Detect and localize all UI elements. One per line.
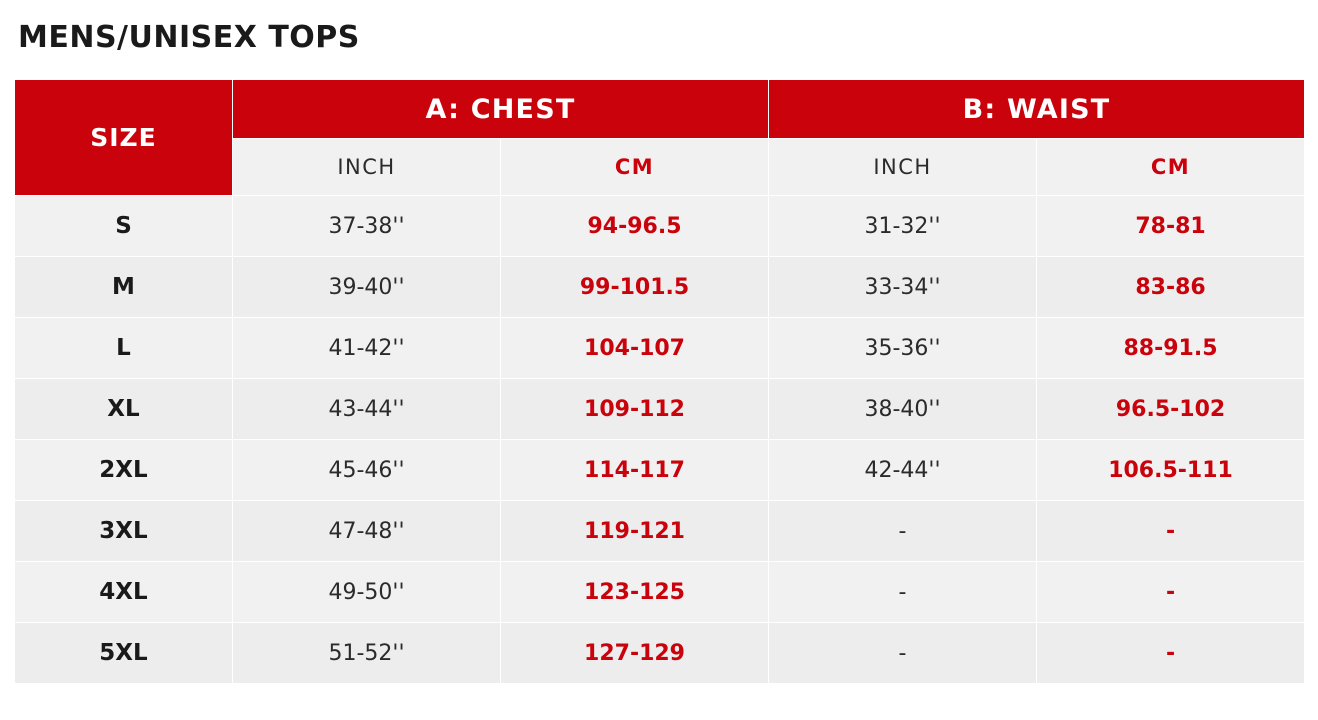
table-row <box>15 440 1305 501</box>
cell-chest-inch: 37-38'' <box>233 196 501 257</box>
cell-chest-inch: 41-42'' <box>233 318 501 379</box>
table-row <box>15 196 1305 257</box>
cell-size: L <box>15 318 233 379</box>
header-size: SIZE <box>15 80 233 196</box>
cell-chest-cm: 119-121 <box>501 501 769 562</box>
cell-size: 5XL <box>15 623 233 684</box>
page-title: MENS/UNISEX TOPS <box>18 20 360 55</box>
cell-chest-cm: 127-129 <box>501 623 769 684</box>
cell-chest-inch: 45-46'' <box>233 440 501 501</box>
table-row <box>15 318 1305 379</box>
table-row <box>15 562 1305 623</box>
table-row <box>15 257 1305 318</box>
cell-size: S <box>15 196 233 257</box>
cell-waist-inch: 33-34'' <box>769 257 1037 318</box>
cell-waist-cm: 106.5-111 <box>1037 440 1305 501</box>
cell-waist-cm: - <box>1037 623 1305 684</box>
cell-waist-inch: - <box>769 562 1037 623</box>
size-chart-table <box>14 79 1305 684</box>
cell-chest-inch: 47-48'' <box>233 501 501 562</box>
cell-waist-inch: 35-36'' <box>769 318 1037 379</box>
cell-waist-inch: - <box>769 623 1037 684</box>
cell-chest-inch: 43-44'' <box>233 379 501 440</box>
table-row <box>15 623 1305 684</box>
cell-waist-cm: 88-91.5 <box>1037 318 1305 379</box>
table-row <box>15 379 1305 440</box>
cell-waist-cm: - <box>1037 501 1305 562</box>
cell-chest-cm: 94-96.5 <box>501 196 769 257</box>
header-chest-cm: CM <box>501 139 769 196</box>
cell-waist-inch: 42-44'' <box>769 440 1037 501</box>
cell-chest-cm: 123-125 <box>501 562 769 623</box>
cell-waist-inch: - <box>769 501 1037 562</box>
cell-size: 4XL <box>15 562 233 623</box>
cell-chest-cm: 114-117 <box>501 440 769 501</box>
cell-size: 3XL <box>15 501 233 562</box>
cell-chest-inch: 39-40'' <box>233 257 501 318</box>
table-header <box>15 80 1305 196</box>
cell-chest-inch: 49-50'' <box>233 562 501 623</box>
header-waist-cm: CM <box>1037 139 1305 196</box>
cell-waist-cm: 96.5-102 <box>1037 379 1305 440</box>
header-waist-inch: INCH <box>769 139 1037 196</box>
table-body <box>15 196 1305 684</box>
cell-chest-cm: 109-112 <box>501 379 769 440</box>
header-group-chest: A: CHEST <box>233 80 769 139</box>
cell-chest-inch: 51-52'' <box>233 623 501 684</box>
cell-size: 2XL <box>15 440 233 501</box>
cell-waist-inch: 31-32'' <box>769 196 1037 257</box>
cell-size: M <box>15 257 233 318</box>
cell-waist-cm: 78-81 <box>1037 196 1305 257</box>
cell-size: XL <box>15 379 233 440</box>
table-row <box>15 501 1305 562</box>
cell-waist-cm: - <box>1037 562 1305 623</box>
header-group-waist: B: WAIST <box>769 80 1305 139</box>
cell-waist-cm: 83-86 <box>1037 257 1305 318</box>
header-chest-inch: INCH <box>233 139 501 196</box>
cell-waist-inch: 38-40'' <box>769 379 1037 440</box>
table-header-group-row <box>15 80 1305 139</box>
cell-chest-cm: 104-107 <box>501 318 769 379</box>
cell-chest-cm: 99-101.5 <box>501 257 769 318</box>
